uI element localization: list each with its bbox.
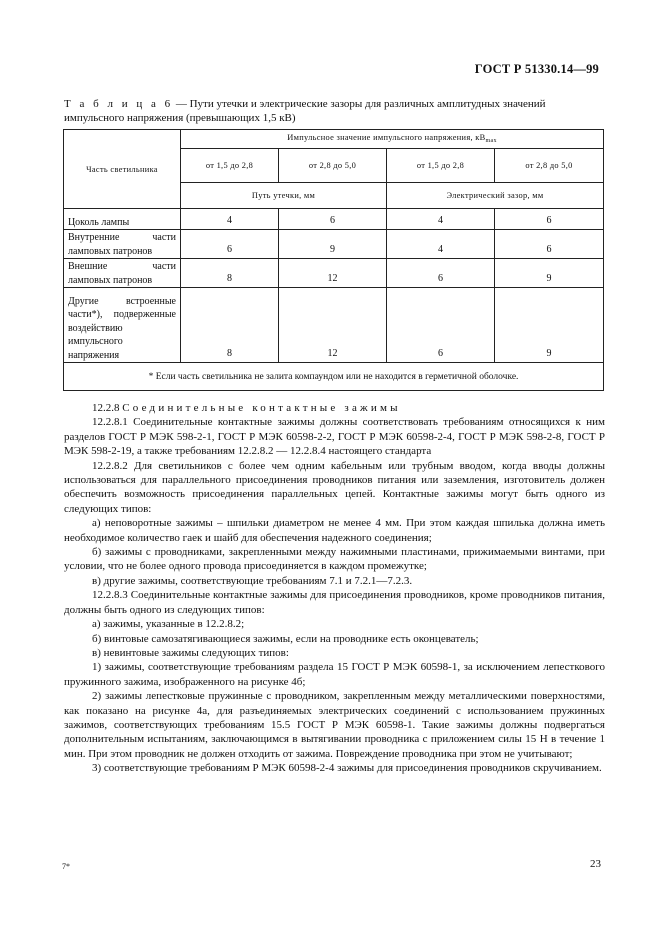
table-caption-label: Т а б л и ц а 6	[64, 98, 174, 110]
paragraph: 2) зажимы лепестковые пружинные с проводником, закрепленным между металлическими поверхностями, как показано на рисунке 4а, для разъединяемых электрических соединений с использованием пружинных зажимов, соответствующих требованиям 15.5 ГОСТ Р МЭК 60598-1. Такие зажимы должны подвергаться дополнительным испытаниям, заключающимся в вытягивании проводника с приложением силы 15 Н в течение 1 мин. При этом проводник не должен отходить от зажима. Повреждение проводника при этом не учитывают;	[64, 690, 605, 760]
table-cell: 8	[181, 288, 279, 363]
table-cell: 9	[495, 288, 604, 363]
paragraph: 1) зажимы, соответствующие требованиям раздела 15 ГОСТ Р МЭК 60598-1, за исключением лепесткового пружинного зажима, изображенного на рисунке 4б;	[64, 661, 605, 688]
table-cell: 6	[181, 230, 279, 259]
row-label: Внутренние части ламповых патронов	[64, 230, 181, 259]
table-cell: 4	[387, 230, 495, 259]
section-body	[64, 401, 605, 776]
paragraph: в) другие зажимы, соответствующие требованиям 7.1 и 7.2.1—7.2.3.	[92, 574, 413, 587]
paragraph: 3) соответствующие требованиям Р МЭК 60598-2-4 зажимы для присоединения проводников скручиванием.	[92, 762, 602, 775]
range-cell: от 2,8 до 5,0	[279, 149, 387, 183]
range-cell: от 1,5 до 2,8	[181, 149, 279, 183]
table-cell: 6	[387, 288, 495, 363]
section-title: Соединительные контактные зажимы	[122, 402, 401, 414]
table-cell: 4	[387, 209, 495, 230]
paragraph: б) винтовые самозатягивающиеся зажимы, если на проводнике есть оконцеватель;	[92, 632, 479, 645]
row-label: Цоколь лампы	[64, 209, 181, 230]
impulse-header-text: Импульсное значение импульсного напряжения, кВ	[287, 132, 486, 142]
section-heading	[64, 401, 605, 415]
data-table	[63, 129, 604, 391]
table-cell: 9	[279, 230, 387, 259]
table-cell: 8	[181, 259, 279, 288]
table-cell: 12	[279, 288, 387, 363]
table-cell: 6	[279, 209, 387, 230]
table-cell: 4	[181, 209, 279, 230]
part-header: Часть светильника	[64, 130, 181, 209]
clearance-header: Электрический зазор, мм	[387, 183, 604, 209]
paragraph: 12.2.8.1 Соединительные контактные зажимы должны соответствовать требованиям относящихся к ним разделов ГОСТ Р МЭК 598-2-1, ГОСТ Р МЭК 60598-2-2, ГОСТ Р МЭК 60598-2-4, ГОСТ Р МЭК 598-2-8, ГОСТ Р МЭК 598-2-19, а также требованиям 12.2.8.2 — 12.2.8.4 настоящего стандарта	[64, 416, 605, 458]
impulse-header-sub: max	[485, 137, 497, 144]
signature-mark: 7*	[62, 862, 70, 871]
range-cell: от 2,8 до 5,0	[495, 149, 604, 183]
creepage-header: Путь утечки, мм	[181, 183, 387, 209]
paragraph: б) зажимы с проводниками, закрепленными между нажимными пластинами, прижимаемыми винтами, при условии, что не более одного провода присоединяется в каждом промежутке;	[64, 546, 605, 573]
paragraph: в) невинтовые зажимы следующих типов:	[92, 646, 289, 659]
page-number: 23	[590, 858, 601, 870]
section-number: 12.2.8	[92, 402, 120, 414]
row-label: Другие встроенные части*), подверженные воздействию импульсного напряжения	[64, 288, 181, 363]
paragraph: 12.2.8.3 Соединительные контактные зажимы для присоединения проводников, кроме проводников питания, должны быть одного из следующих типов:	[64, 589, 605, 616]
document-code: ГОСТ Р 51330.14—99	[474, 62, 599, 76]
row-label: Внешние части ламповых патронов	[64, 259, 181, 288]
table-cell: 9	[495, 259, 604, 288]
table-cell: 6	[495, 209, 604, 230]
table-caption-text: — Пути утечки и электрические зазоры для различных амплитудных значений импульсного напряжения (превышающих 1,5 кВ)	[64, 98, 546, 124]
range-cell: от 1,5 до 2,8	[387, 149, 495, 183]
table-cell: 6	[495, 230, 604, 259]
paragraph: 12.2.8.2 Для светильников с более чем одним кабельным или трубным вводом, когда вводы должны использоваться для параллельного присоединения проводников питания или заземления, изготовитель должен обеспечить возможность присоединения параллельных цепей. Контактные зажимы могут быть одного из следующих типов:	[64, 459, 605, 515]
table-caption	[64, 97, 604, 125]
table-footnote: * Если часть светильника не залита компаундом или не находится в герметичной оболочке.	[64, 363, 604, 391]
impulse-header	[181, 130, 604, 149]
paragraph: а) неповоротные зажимы – шпильки диаметром не менее 4 мм. При этом каждая шпилька должна иметь необходимое количество гаек и шайб для обеспечения надежного соединения;	[64, 517, 605, 544]
paragraph: а) зажимы, указанные в 12.2.8.2;	[92, 618, 245, 631]
table-cell: 6	[387, 259, 495, 288]
table-cell: 12	[279, 259, 387, 288]
